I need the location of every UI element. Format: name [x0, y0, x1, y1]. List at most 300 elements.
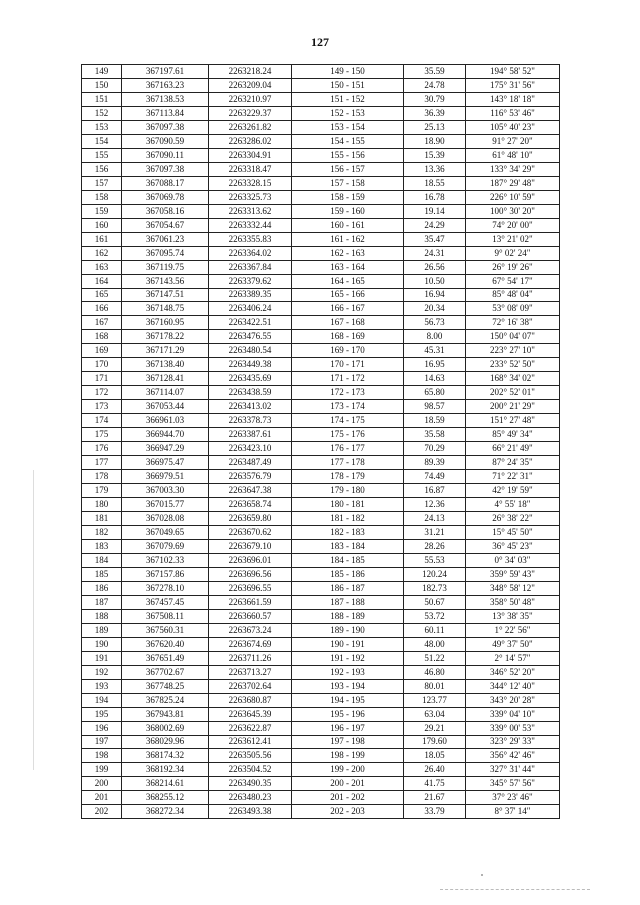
bearing-cell: 49° 37' 50"	[466, 637, 560, 651]
bearing-cell: 100° 30' 20"	[466, 204, 560, 218]
bearing-cell: 53° 08' 09"	[466, 302, 560, 316]
x-coordinate-cell: 367054.67	[122, 218, 209, 232]
distance-cell: 20.34	[404, 302, 466, 316]
distance-cell: 41.75	[404, 777, 466, 791]
x-coordinate-cell: 367015.77	[122, 498, 209, 512]
x-coordinate-cell: 367097.38	[122, 120, 209, 134]
x-coordinate-cell: 367178.22	[122, 330, 209, 344]
y-coordinate-cell: 2263313.62	[209, 204, 292, 218]
bearing-cell: 168° 34' 02"	[466, 372, 560, 386]
y-coordinate-cell: 2263659.80	[209, 512, 292, 526]
distance-cell: 36.39	[404, 106, 466, 120]
bearing-cell: 71° 22' 31"	[466, 470, 560, 484]
footer-dashed-line	[440, 889, 590, 890]
distance-cell: 70.29	[404, 442, 466, 456]
point-number-cell: 156	[82, 162, 122, 176]
point-number-cell: 195	[82, 707, 122, 721]
table-row	[82, 176, 560, 190]
bearing-cell: 67° 54' 17"	[466, 274, 560, 288]
bearing-cell: 344° 12' 40"	[466, 679, 560, 693]
y-coordinate-cell: 2263406.24	[209, 302, 292, 316]
segment-cell: 190 - 191	[292, 637, 404, 651]
y-coordinate-cell: 2263286.02	[209, 134, 292, 148]
x-coordinate-cell: 367090.59	[122, 134, 209, 148]
point-number-cell: 173	[82, 400, 122, 414]
y-coordinate-cell: 2263661.59	[209, 595, 292, 609]
x-coordinate-cell: 368174.32	[122, 749, 209, 763]
point-number-cell: 184	[82, 553, 122, 567]
bearing-cell: 194° 58' 52"	[466, 65, 560, 79]
table-row	[82, 609, 560, 623]
distance-cell: 18.59	[404, 414, 466, 428]
point-number-cell: 180	[82, 498, 122, 512]
distance-cell: 98.57	[404, 400, 466, 414]
point-number-cell: 174	[82, 414, 122, 428]
point-number-cell: 150	[82, 78, 122, 92]
distance-cell: 60.11	[404, 623, 466, 637]
segment-cell: 188 - 189	[292, 609, 404, 623]
x-coordinate-cell: 367147.51	[122, 288, 209, 302]
y-coordinate-cell: 2263210.97	[209, 92, 292, 106]
bearing-cell: 37° 23' 46"	[466, 791, 560, 805]
table-row	[82, 665, 560, 679]
y-coordinate-cell: 2263332.44	[209, 218, 292, 232]
point-number-cell: 163	[82, 260, 122, 274]
distance-cell: 55.53	[404, 553, 466, 567]
x-coordinate-cell: 367114.07	[122, 386, 209, 400]
table-row	[82, 288, 560, 302]
x-coordinate-cell: 366961.03	[122, 414, 209, 428]
x-coordinate-cell: 367138.53	[122, 92, 209, 106]
scan-edge-shadow	[33, 470, 34, 770]
bearing-cell: 116° 53' 46"	[466, 106, 560, 120]
point-number-cell: 159	[82, 204, 122, 218]
table-row	[82, 581, 560, 595]
table-row	[82, 777, 560, 791]
segment-cell: 193 - 194	[292, 679, 404, 693]
table-row	[82, 274, 560, 288]
point-number-cell: 192	[82, 665, 122, 679]
x-coordinate-cell: 367049.65	[122, 525, 209, 539]
point-number-cell: 196	[82, 721, 122, 735]
point-number-cell: 158	[82, 190, 122, 204]
segment-cell: 194 - 195	[292, 693, 404, 707]
table-row	[82, 749, 560, 763]
distance-cell: 24.13	[404, 512, 466, 526]
x-coordinate-cell: 368029.96	[122, 735, 209, 749]
bearing-cell: 226° 10' 59"	[466, 190, 560, 204]
point-number-cell: 181	[82, 512, 122, 526]
bearing-cell: 200° 21' 29"	[466, 400, 560, 414]
segment-cell: 199 - 200	[292, 763, 404, 777]
table-row	[82, 595, 560, 609]
point-number-cell: 186	[82, 581, 122, 595]
bearing-cell: 26° 19' 26"	[466, 260, 560, 274]
bearing-cell: 356° 42' 46"	[466, 749, 560, 763]
segment-cell: 166 - 167	[292, 302, 404, 316]
table-row	[82, 721, 560, 735]
table-row	[82, 484, 560, 498]
point-number-cell: 152	[82, 106, 122, 120]
table-row	[82, 330, 560, 344]
x-coordinate-cell: 367095.74	[122, 246, 209, 260]
point-number-cell: 200	[82, 777, 122, 791]
bearing-cell: 91° 27' 20"	[466, 134, 560, 148]
table-row	[82, 791, 560, 805]
segment-cell: 182 - 183	[292, 525, 404, 539]
bearing-cell: 4° 55' 18"	[466, 498, 560, 512]
point-number-cell: 179	[82, 484, 122, 498]
y-coordinate-cell: 2263505.56	[209, 749, 292, 763]
point-number-cell: 177	[82, 456, 122, 470]
segment-cell: 168 - 169	[292, 330, 404, 344]
y-coordinate-cell: 2263328.15	[209, 176, 292, 190]
distance-cell: 182.73	[404, 581, 466, 595]
x-coordinate-cell: 367163.23	[122, 78, 209, 92]
point-number-cell: 189	[82, 623, 122, 637]
point-number-cell: 153	[82, 120, 122, 134]
point-number-cell: 167	[82, 316, 122, 330]
x-coordinate-cell: 368002.69	[122, 721, 209, 735]
distance-cell: 21.67	[404, 791, 466, 805]
distance-cell: 8.00	[404, 330, 466, 344]
point-number-cell: 164	[82, 274, 122, 288]
segment-cell: 151 - 152	[292, 92, 404, 106]
y-coordinate-cell: 2263504.52	[209, 763, 292, 777]
segment-cell: 167 - 168	[292, 316, 404, 330]
segment-cell: 171 - 172	[292, 372, 404, 386]
point-number-cell: 161	[82, 232, 122, 246]
bearing-cell: 345° 57' 56"	[466, 777, 560, 791]
table-row	[82, 470, 560, 484]
distance-cell: 63.04	[404, 707, 466, 721]
segment-cell: 155 - 156	[292, 148, 404, 162]
distance-cell: 89.39	[404, 456, 466, 470]
point-number-cell: 183	[82, 539, 122, 553]
table-row	[82, 567, 560, 581]
y-coordinate-cell: 2263449.38	[209, 358, 292, 372]
segment-cell: 197 - 198	[292, 735, 404, 749]
y-coordinate-cell: 2263261.82	[209, 120, 292, 134]
table-row	[82, 651, 560, 665]
x-coordinate-cell: 367090.11	[122, 148, 209, 162]
segment-cell: 159 - 160	[292, 204, 404, 218]
segment-cell: 161 - 162	[292, 232, 404, 246]
point-number-cell: 175	[82, 428, 122, 442]
point-number-cell: 162	[82, 246, 122, 260]
table-row	[82, 190, 560, 204]
x-coordinate-cell: 368255.12	[122, 791, 209, 805]
segment-cell: 175 - 176	[292, 428, 404, 442]
y-coordinate-cell: 2263364.02	[209, 246, 292, 260]
bearing-cell: 223° 27' 10"	[466, 344, 560, 358]
bearing-cell: 66° 21' 49"	[466, 442, 560, 456]
table-row	[82, 707, 560, 721]
table-row	[82, 246, 560, 260]
table-row	[82, 204, 560, 218]
segment-cell: 160 - 161	[292, 218, 404, 232]
bearing-cell: 13° 38' 35"	[466, 609, 560, 623]
distance-cell: 28.26	[404, 539, 466, 553]
bearing-cell: 358° 50' 48"	[466, 595, 560, 609]
y-coordinate-cell: 2263645.39	[209, 707, 292, 721]
point-number-cell: 198	[82, 749, 122, 763]
bearing-cell: 36° 45' 23"	[466, 539, 560, 553]
point-number-cell: 171	[82, 372, 122, 386]
y-coordinate-cell: 2263318.47	[209, 162, 292, 176]
y-coordinate-cell: 2263209.04	[209, 78, 292, 92]
segment-cell: 149 - 150	[292, 65, 404, 79]
segment-cell: 154 - 155	[292, 134, 404, 148]
point-number-cell: 172	[82, 386, 122, 400]
bearing-cell: 187° 29' 48"	[466, 176, 560, 190]
table-row	[82, 120, 560, 134]
distance-cell: 16.95	[404, 358, 466, 372]
point-number-cell: 202	[82, 805, 122, 819]
y-coordinate-cell: 2263413.02	[209, 400, 292, 414]
x-coordinate-cell: 367058.16	[122, 204, 209, 218]
point-number-cell: 190	[82, 637, 122, 651]
bearing-cell: 85° 48' 04"	[466, 288, 560, 302]
x-coordinate-cell: 367825.24	[122, 693, 209, 707]
distance-cell: 29.21	[404, 721, 466, 735]
y-coordinate-cell: 2263355.83	[209, 232, 292, 246]
point-number-cell: 151	[82, 92, 122, 106]
y-coordinate-cell: 2263647.38	[209, 484, 292, 498]
y-coordinate-cell: 2263367.84	[209, 260, 292, 274]
table-row	[82, 302, 560, 316]
bearing-cell: 74° 20' 00"	[466, 218, 560, 232]
coordinates-table	[81, 64, 560, 819]
distance-cell: 35.59	[404, 65, 466, 79]
y-coordinate-cell: 2263673.24	[209, 623, 292, 637]
table-row	[82, 735, 560, 749]
bearing-cell: 87° 24' 35"	[466, 456, 560, 470]
x-coordinate-cell: 367508.11	[122, 609, 209, 623]
y-coordinate-cell: 2263218.24	[209, 65, 292, 79]
distance-cell: 24.31	[404, 246, 466, 260]
table-row	[82, 78, 560, 92]
point-number-cell: 160	[82, 218, 122, 232]
table-row	[82, 232, 560, 246]
x-coordinate-cell: 368214.61	[122, 777, 209, 791]
table-row	[82, 386, 560, 400]
y-coordinate-cell: 2263670.62	[209, 525, 292, 539]
distance-cell: 19.14	[404, 204, 466, 218]
x-coordinate-cell: 367702.67	[122, 665, 209, 679]
point-number-cell: 188	[82, 609, 122, 623]
distance-cell: 24.29	[404, 218, 466, 232]
segment-cell: 157 - 158	[292, 176, 404, 190]
distance-cell: 56.73	[404, 316, 466, 330]
point-number-cell: 170	[82, 358, 122, 372]
distance-cell: 15.39	[404, 148, 466, 162]
segment-cell: 170 - 171	[292, 358, 404, 372]
x-coordinate-cell: 367197.61	[122, 65, 209, 79]
x-coordinate-cell: 367943.81	[122, 707, 209, 721]
point-number-cell: 197	[82, 735, 122, 749]
y-coordinate-cell: 2263702.64	[209, 679, 292, 693]
y-coordinate-cell: 2263674.69	[209, 637, 292, 651]
segment-cell: 169 - 170	[292, 344, 404, 358]
table-row	[82, 679, 560, 693]
x-coordinate-cell: 367748.25	[122, 679, 209, 693]
point-number-cell: 178	[82, 470, 122, 484]
table-row	[82, 539, 560, 553]
segment-cell: 200 - 201	[292, 777, 404, 791]
distance-cell: 51.22	[404, 651, 466, 665]
segment-cell: 165 - 166	[292, 288, 404, 302]
distance-cell: 14.63	[404, 372, 466, 386]
distance-cell: 50.67	[404, 595, 466, 609]
x-coordinate-cell: 367143.56	[122, 274, 209, 288]
distance-cell: 26.56	[404, 260, 466, 274]
table-row	[82, 372, 560, 386]
coordinates-table-body	[82, 65, 560, 819]
point-number-cell: 182	[82, 525, 122, 539]
y-coordinate-cell: 2263576.79	[209, 470, 292, 484]
x-coordinate-cell: 366944.70	[122, 428, 209, 442]
y-coordinate-cell: 2263387.61	[209, 428, 292, 442]
bearing-cell: 343° 20' 28"	[466, 693, 560, 707]
x-coordinate-cell: 367079.69	[122, 539, 209, 553]
y-coordinate-cell: 2263304.91	[209, 148, 292, 162]
bearing-cell: 15° 45' 50"	[466, 525, 560, 539]
table-row	[82, 400, 560, 414]
x-coordinate-cell: 367028.08	[122, 512, 209, 526]
distance-cell: 33.79	[404, 805, 466, 819]
table-row	[82, 805, 560, 819]
point-number-cell: 169	[82, 344, 122, 358]
distance-cell: 18.55	[404, 176, 466, 190]
segment-cell: 178 - 179	[292, 470, 404, 484]
x-coordinate-cell: 367160.95	[122, 316, 209, 330]
point-number-cell: 193	[82, 679, 122, 693]
bearing-cell: 346° 52' 20"	[466, 665, 560, 679]
bearing-cell: 143° 18' 18"	[466, 92, 560, 106]
x-coordinate-cell: 367128.41	[122, 372, 209, 386]
x-coordinate-cell: 367620.40	[122, 637, 209, 651]
x-coordinate-cell: 367061.23	[122, 232, 209, 246]
segment-cell: 164 - 165	[292, 274, 404, 288]
bearing-cell: 42° 19' 59"	[466, 484, 560, 498]
table-row	[82, 553, 560, 567]
table-row	[82, 218, 560, 232]
y-coordinate-cell: 2263711.26	[209, 651, 292, 665]
x-coordinate-cell: 367560.31	[122, 623, 209, 637]
y-coordinate-cell: 2263493.38	[209, 805, 292, 819]
bearing-cell: 2° 14' 57"	[466, 651, 560, 665]
segment-cell: 153 - 154	[292, 120, 404, 134]
segment-cell: 184 - 185	[292, 553, 404, 567]
segment-cell: 172 - 173	[292, 386, 404, 400]
x-coordinate-cell: 367069.78	[122, 190, 209, 204]
y-coordinate-cell: 2263679.10	[209, 539, 292, 553]
x-coordinate-cell: 367157.86	[122, 567, 209, 581]
table-row	[82, 162, 560, 176]
distance-cell: 179.60	[404, 735, 466, 749]
point-number-cell: 155	[82, 148, 122, 162]
point-number-cell: 187	[82, 595, 122, 609]
distance-cell: 25.13	[404, 120, 466, 134]
y-coordinate-cell: 2263480.23	[209, 791, 292, 805]
point-number-cell: 154	[82, 134, 122, 148]
y-coordinate-cell: 2263612.41	[209, 735, 292, 749]
bearing-cell: 105° 40' 23"	[466, 120, 560, 134]
segment-cell: 174 - 175	[292, 414, 404, 428]
table-row	[82, 92, 560, 106]
distance-cell: 31.21	[404, 525, 466, 539]
y-coordinate-cell: 2263422.51	[209, 316, 292, 330]
bearing-cell: 26° 38' 22"	[466, 512, 560, 526]
table-row	[82, 148, 560, 162]
distance-cell: 35.47	[404, 232, 466, 246]
segment-cell: 198 - 199	[292, 749, 404, 763]
segment-cell: 158 - 159	[292, 190, 404, 204]
distance-cell: 26.40	[404, 763, 466, 777]
segment-cell: 152 - 153	[292, 106, 404, 120]
segment-cell: 201 - 202	[292, 791, 404, 805]
distance-cell: 16.87	[404, 484, 466, 498]
y-coordinate-cell: 2263696.55	[209, 581, 292, 595]
y-coordinate-cell: 2263658.74	[209, 498, 292, 512]
segment-cell: 177 - 178	[292, 456, 404, 470]
distance-cell: 13.36	[404, 162, 466, 176]
distance-cell: 48.00	[404, 637, 466, 651]
bearing-cell: 202° 52' 01"	[466, 386, 560, 400]
bearing-cell: 150° 04' 07"	[466, 330, 560, 344]
segment-cell: 163 - 164	[292, 260, 404, 274]
segment-cell: 187 - 188	[292, 595, 404, 609]
x-coordinate-cell: 367119.75	[122, 260, 209, 274]
point-number-cell: 194	[82, 693, 122, 707]
segment-cell: 156 - 157	[292, 162, 404, 176]
x-coordinate-cell: 367148.75	[122, 302, 209, 316]
point-number-cell: 199	[82, 763, 122, 777]
point-number-cell: 185	[82, 567, 122, 581]
y-coordinate-cell: 2263696.01	[209, 553, 292, 567]
y-coordinate-cell: 2263378.73	[209, 414, 292, 428]
bearing-cell: 9° 02' 24"	[466, 246, 560, 260]
distance-cell: 24.78	[404, 78, 466, 92]
distance-cell: 53.72	[404, 609, 466, 623]
bearing-cell: 348° 58' 12"	[466, 581, 560, 595]
segment-cell: 202 - 203	[292, 805, 404, 819]
y-coordinate-cell: 2263435.69	[209, 372, 292, 386]
x-coordinate-cell: 367097.38	[122, 162, 209, 176]
distance-cell: 12.36	[404, 498, 466, 512]
x-coordinate-cell: 367171.29	[122, 344, 209, 358]
distance-cell: 120.24	[404, 567, 466, 581]
distance-cell: 10.50	[404, 274, 466, 288]
bearing-cell: 133° 34' 29"	[466, 162, 560, 176]
scan-speck	[481, 874, 483, 876]
x-coordinate-cell: 366975.47	[122, 456, 209, 470]
bearing-cell: 327° 31' 44"	[466, 763, 560, 777]
table-row	[82, 623, 560, 637]
distance-cell: 123.77	[404, 693, 466, 707]
point-number-cell: 176	[82, 442, 122, 456]
distance-cell: 16.78	[404, 190, 466, 204]
segment-cell: 173 - 174	[292, 400, 404, 414]
distance-cell: 74.49	[404, 470, 466, 484]
x-coordinate-cell: 366947.29	[122, 442, 209, 456]
distance-cell: 18.05	[404, 749, 466, 763]
table-row	[82, 65, 560, 79]
table-row	[82, 456, 560, 470]
segment-cell: 150 - 151	[292, 78, 404, 92]
bearing-cell: 13° 21' 02"	[466, 232, 560, 246]
